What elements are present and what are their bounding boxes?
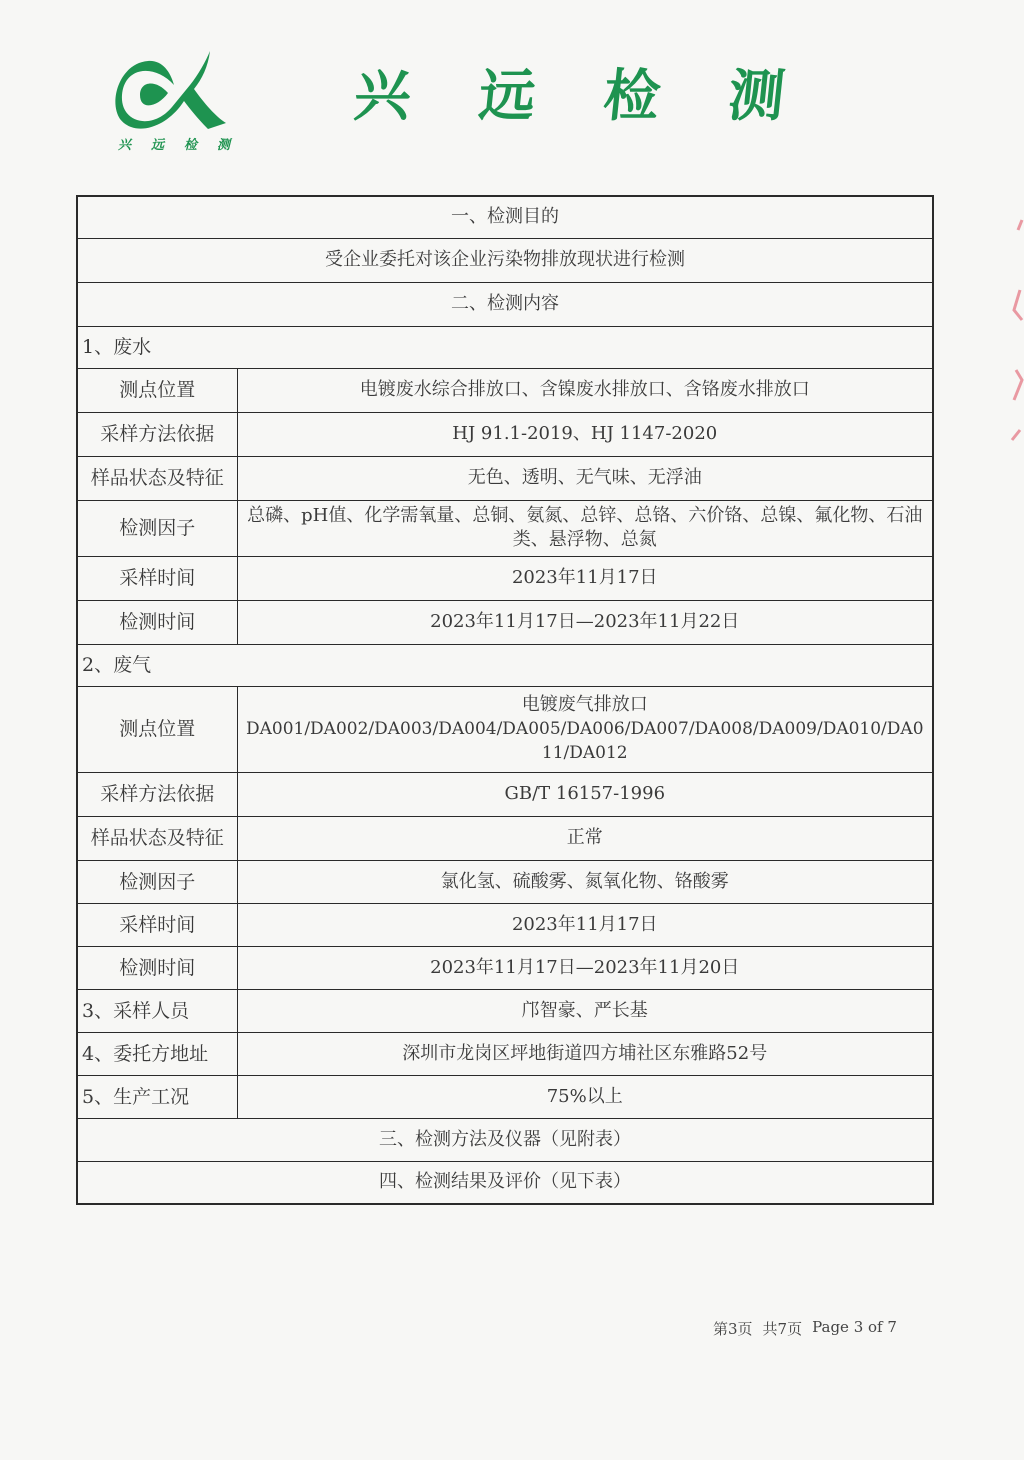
- logo-caption-char: 远: [150, 138, 164, 153]
- report-table: [76, 195, 934, 1205]
- page-footer: [713, 1318, 897, 1339]
- row-value: 2023年11月17日: [237, 903, 933, 946]
- row-label: 检测因子: [77, 500, 237, 556]
- logo-caption-char: 检: [183, 138, 197, 153]
- row-value: 邝智豪、严长基: [237, 989, 933, 1032]
- results-title: 四、检测结果及评价（见下表）: [77, 1161, 933, 1204]
- row-label: 检测时间: [77, 946, 237, 989]
- purpose-text: 受企业委托对该企业污染物排放现状进行检测: [77, 238, 933, 282]
- row-value: 75%以上: [237, 1075, 933, 1118]
- table-row: [77, 989, 933, 1032]
- row-label: 采样方法依据: [77, 412, 237, 456]
- table-row: [77, 456, 933, 500]
- row-value: 氯化氢、硫酸雾、氮氧化物、铬酸雾: [237, 860, 933, 903]
- row-value: HJ 91.1-2019、HJ 1147-2020: [237, 412, 933, 456]
- table-row: [77, 556, 933, 600]
- page-number-en: Page 3 of 7: [812, 1318, 897, 1336]
- content-title: 二、检测内容: [77, 282, 933, 326]
- row-value: 无色、透明、无气味、无浮油: [237, 456, 933, 500]
- row-value: 2023年11月17日—2023年11月20日: [237, 946, 933, 989]
- wastewater-heading: 1、废水: [77, 326, 933, 368]
- row-value: 正常: [237, 816, 933, 860]
- row-label: 样品状态及特征: [77, 456, 237, 500]
- row-value: 2023年11月17日: [237, 556, 933, 600]
- row-label: 采样时间: [77, 556, 237, 600]
- table-row: [77, 903, 933, 946]
- location-line-2: DA001/DA002/DA003/DA004/DA005/DA006/DA007/DA008/DA009/DA010/DA011/DA012: [245, 719, 924, 763]
- row-label: 3、采样人员: [77, 989, 237, 1032]
- row-label: 测点位置: [77, 686, 237, 772]
- row-label: 测点位置: [77, 368, 237, 412]
- table-row: [77, 600, 933, 644]
- row-value: [237, 686, 933, 772]
- row-label: 检测因子: [77, 860, 237, 903]
- table-row: [77, 500, 933, 556]
- row-label: 采样方法依据: [77, 772, 237, 816]
- table-row: [77, 772, 933, 816]
- row-label: 采样时间: [77, 903, 237, 946]
- row-value: 总磷、pH值、化学需氧量、总铜、氨氮、总锌、总铬、六价铬、总镍、氟化物、石油类、悬浮物、总氮: [237, 500, 933, 556]
- methods-title: 三、检测方法及仪器（见附表）: [77, 1118, 933, 1161]
- table-row: [77, 860, 933, 903]
- table-row: [77, 412, 933, 456]
- row-value: 2023年11月17日—2023年11月22日: [237, 600, 933, 644]
- table-row: [77, 686, 933, 772]
- page-number-cn: 第3页: [713, 1320, 753, 1338]
- row-label: 样品状态及特征: [77, 816, 237, 860]
- logo-caption: [118, 134, 230, 153]
- row-value: GB/T 16157-1996: [237, 772, 933, 816]
- brand-char: 检: [600, 64, 664, 129]
- table-row: [77, 1075, 933, 1118]
- table-row: [77, 368, 933, 412]
- table-row: [77, 946, 933, 989]
- row-label: 检测时间: [77, 600, 237, 644]
- location-line-1: 电镀废气排放口: [521, 694, 648, 715]
- seal-stamp-fragment: [1000, 200, 1024, 460]
- brand-title: [351, 52, 789, 132]
- logo-caption-char: 测: [216, 138, 230, 153]
- row-label: 4、委托方地址: [77, 1032, 237, 1075]
- table-row: [77, 816, 933, 860]
- row-value: 深圳市龙岗区坪地街道四方埔社区东雅路52号: [237, 1032, 933, 1075]
- row-value: 电镀废水综合排放口、含镍废水排放口、含铬废水排放口: [237, 368, 933, 412]
- table-row: [77, 1032, 933, 1075]
- waste-gas-heading: 2、废气: [77, 644, 933, 686]
- page-total-cn: 共7页: [762, 1320, 803, 1338]
- row-label: 5、生产工况: [77, 1075, 237, 1118]
- brand-char: 兴: [351, 64, 414, 129]
- brand-char: 远: [475, 64, 539, 129]
- purpose-title: 一、检测目的: [77, 196, 933, 238]
- logo-caption-char: 兴: [118, 138, 132, 153]
- brand-char: 测: [725, 64, 788, 129]
